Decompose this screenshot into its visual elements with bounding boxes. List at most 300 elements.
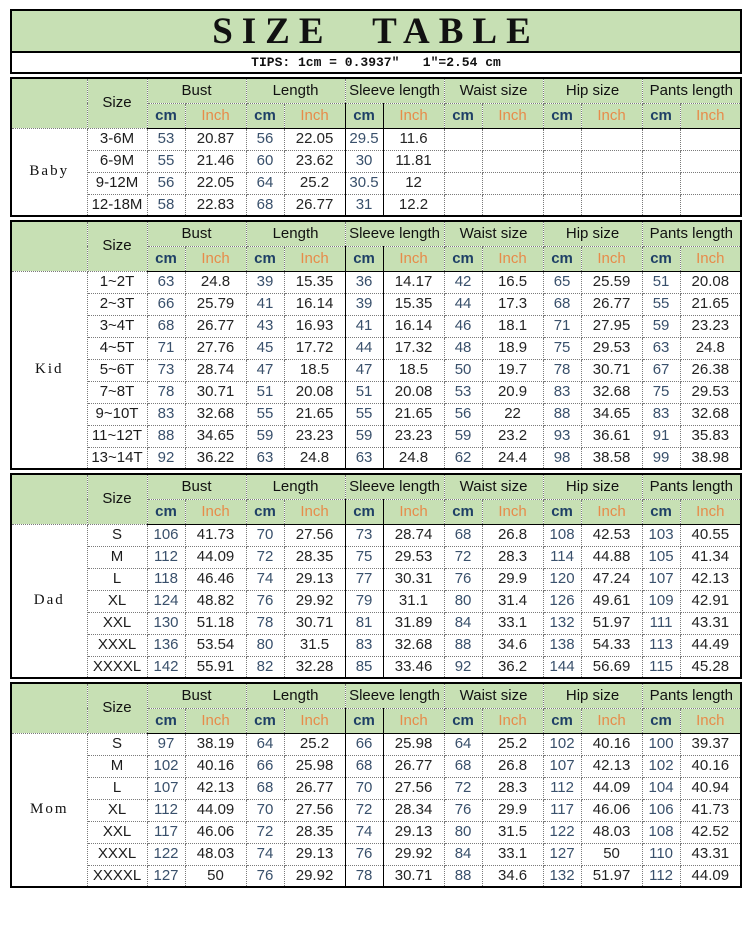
inch-value: 40.16: [185, 755, 246, 777]
cm-value: 43: [246, 315, 284, 337]
cm-value: 83: [543, 381, 581, 403]
cm-value: 115: [642, 656, 680, 678]
cm-value: 108: [543, 524, 581, 546]
inch-value: 29.92: [284, 590, 345, 612]
unit-inch-label: Inch: [680, 103, 741, 128]
cm-value: 91: [642, 425, 680, 447]
inch-value: [581, 128, 642, 150]
cm-value: 64: [444, 733, 482, 755]
cm-value: 75: [345, 546, 383, 568]
measure-column-header-length: Length: [246, 78, 345, 103]
inch-value: 16.14: [383, 315, 444, 337]
cm-value: 70: [246, 524, 284, 546]
inch-value: 31.5: [284, 634, 345, 656]
cm-value: 102: [147, 755, 185, 777]
cm-value: 82: [246, 656, 284, 678]
inch-value: 34.6: [482, 865, 543, 887]
table-row: [11, 425, 741, 447]
cm-value: 46: [444, 315, 482, 337]
cm-value: 117: [147, 821, 185, 843]
table-row: [11, 271, 741, 293]
cm-value: 66: [246, 755, 284, 777]
unit-inch-label: Inch: [680, 499, 741, 524]
inch-value: 21.65: [383, 403, 444, 425]
cm-value: 60: [246, 150, 284, 172]
inch-value: 32.68: [680, 403, 741, 425]
inch-value: 31.1: [383, 590, 444, 612]
cm-value: 76: [345, 843, 383, 865]
table-row: [11, 315, 741, 337]
inch-value: 36.2: [482, 656, 543, 678]
cm-value: 98: [543, 447, 581, 469]
corner-cell: [11, 221, 87, 271]
inch-value: 24.8: [383, 447, 444, 469]
unit-cm-label: cm: [642, 103, 680, 128]
cm-value: [444, 172, 482, 194]
cm-value: 76: [444, 568, 482, 590]
cm-value: 72: [444, 777, 482, 799]
inch-value: 42.13: [680, 568, 741, 590]
inch-value: 40.16: [581, 733, 642, 755]
inch-value: 42.52: [680, 821, 741, 843]
inch-value: 50: [581, 843, 642, 865]
size-row-label: 4~5T: [87, 337, 147, 359]
unit-inch-label: Inch: [185, 708, 246, 733]
inch-value: 34.6: [482, 634, 543, 656]
unit-cm-label: cm: [345, 246, 383, 271]
inch-value: 56.69: [581, 656, 642, 678]
inch-value: 26.77: [284, 194, 345, 216]
cm-value: 45: [246, 337, 284, 359]
cm-value: 59: [246, 425, 284, 447]
table-row: [11, 755, 741, 777]
inch-value: 25.98: [284, 755, 345, 777]
cm-value: 80: [444, 821, 482, 843]
inch-value: 48.82: [185, 590, 246, 612]
cm-value: 109: [642, 590, 680, 612]
inch-value: 21.65: [680, 293, 741, 315]
unit-inch-label: Inch: [185, 246, 246, 271]
inch-value: 40.16: [680, 755, 741, 777]
inch-value: 26.77: [185, 315, 246, 337]
cm-value: 136: [147, 634, 185, 656]
size-row-label: 11~12T: [87, 425, 147, 447]
table-row: [11, 865, 741, 887]
cm-value: 62: [444, 447, 482, 469]
inch-value: 44.09: [185, 799, 246, 821]
table-row: [11, 293, 741, 315]
inch-value: 38.19: [185, 733, 246, 755]
unit-inch-label: Inch: [581, 499, 642, 524]
inch-value: [482, 128, 543, 150]
cm-value: 130: [147, 612, 185, 634]
cm-value: 55: [147, 150, 185, 172]
inch-value: [482, 150, 543, 172]
cm-value: 39: [246, 271, 284, 293]
cm-value: 51: [246, 381, 284, 403]
table-row: [11, 843, 741, 865]
inch-value: 43.31: [680, 612, 741, 634]
inch-value: 31.4: [482, 590, 543, 612]
size-row-label: 3-6M: [87, 128, 147, 150]
inch-value: 24.4: [482, 447, 543, 469]
cm-value: 75: [642, 381, 680, 403]
cm-value: 63: [642, 337, 680, 359]
cm-value: 68: [444, 524, 482, 546]
measure-column-header-pants-length: Pants length: [642, 78, 741, 103]
cm-value: 74: [246, 568, 284, 590]
cm-value: 127: [543, 843, 581, 865]
table-row: [11, 359, 741, 381]
inch-value: [581, 172, 642, 194]
table-row: [11, 128, 741, 150]
cm-value: 55: [246, 403, 284, 425]
cm-value: 59: [345, 425, 383, 447]
unit-inch-label: Inch: [383, 499, 444, 524]
cm-value: 68: [543, 293, 581, 315]
unit-cm-label: cm: [642, 708, 680, 733]
inch-value: 24.8: [185, 271, 246, 293]
table-row: [11, 78, 741, 103]
cm-value: 64: [246, 733, 284, 755]
size-column-header: Size: [87, 221, 147, 271]
unit-cm-label: cm: [246, 103, 284, 128]
inch-value: 29.53: [581, 337, 642, 359]
cm-value: 74: [246, 843, 284, 865]
cm-value: [444, 128, 482, 150]
inch-value: 17.3: [482, 293, 543, 315]
size-row-label: 9~10T: [87, 403, 147, 425]
inch-value: 16.14: [284, 293, 345, 315]
cm-value: 92: [147, 447, 185, 469]
inch-value: 22.05: [185, 172, 246, 194]
size-row-label: 7~8T: [87, 381, 147, 403]
inch-value: 24.8: [680, 337, 741, 359]
cm-value: 88: [444, 865, 482, 887]
title-box: [10, 9, 742, 74]
cm-value: [543, 128, 581, 150]
inch-value: [482, 194, 543, 216]
inch-value: 30.71: [284, 612, 345, 634]
cm-value: 80: [444, 590, 482, 612]
cm-value: 99: [642, 447, 680, 469]
inch-value: 35.83: [680, 425, 741, 447]
inch-value: 23.62: [284, 150, 345, 172]
cm-value: 63: [246, 447, 284, 469]
inch-value: 18.5: [284, 359, 345, 381]
cm-value: 110: [642, 843, 680, 865]
cm-value: 76: [444, 799, 482, 821]
size-table-dad: [10, 473, 742, 679]
cm-value: 102: [543, 733, 581, 755]
inch-value: 22.05: [284, 128, 345, 150]
size-table-kid: [10, 220, 742, 470]
inch-value: 39.37: [680, 733, 741, 755]
cm-value: 39: [345, 293, 383, 315]
unit-cm-label: cm: [642, 499, 680, 524]
inch-value: 20.08: [680, 271, 741, 293]
cm-value: 48: [444, 337, 482, 359]
cm-value: 68: [345, 755, 383, 777]
measure-column-header-pants-length: Pants length: [642, 474, 741, 499]
cm-value: 127: [147, 865, 185, 887]
cm-value: 66: [147, 293, 185, 315]
inch-value: 46.46: [185, 568, 246, 590]
cm-value: 118: [147, 568, 185, 590]
cm-value: 80: [246, 634, 284, 656]
inch-value: 25.2: [284, 172, 345, 194]
cm-value: 138: [543, 634, 581, 656]
inch-value: 18.1: [482, 315, 543, 337]
inch-value: 29.13: [284, 568, 345, 590]
unit-cm-label: cm: [147, 708, 185, 733]
inch-value: 41.34: [680, 546, 741, 568]
size-row-label: 3~4T: [87, 315, 147, 337]
inch-value: 11.6: [383, 128, 444, 150]
cm-value: 56: [147, 172, 185, 194]
unit-cm-label: cm: [147, 499, 185, 524]
inch-value: 40.94: [680, 777, 741, 799]
page-title: SIZE TABLE: [12, 11, 740, 53]
size-table-baby: [10, 77, 742, 217]
inch-value: [680, 128, 741, 150]
inch-value: 24.8: [284, 447, 345, 469]
inch-value: 16.5: [482, 271, 543, 293]
inch-value: 46.06: [581, 799, 642, 821]
cm-value: 142: [147, 656, 185, 678]
unit-inch-label: Inch: [383, 708, 444, 733]
cm-value: 63: [345, 447, 383, 469]
cm-value: 112: [147, 799, 185, 821]
measure-column-header-pants-length: Pants length: [642, 683, 741, 708]
cm-value: [642, 128, 680, 150]
measure-column-header-waist-size: Waist size: [444, 221, 543, 246]
cm-value: 72: [246, 546, 284, 568]
corner-cell: [11, 78, 87, 128]
cm-value: 47: [246, 359, 284, 381]
inch-value: 47.24: [581, 568, 642, 590]
inch-value: 27.76: [185, 337, 246, 359]
inch-value: 29.9: [482, 568, 543, 590]
unit-inch-label: Inch: [581, 246, 642, 271]
inch-value: 34.65: [185, 425, 246, 447]
unit-inch-label: Inch: [680, 246, 741, 271]
measure-column-header-hip-size: Hip size: [543, 78, 642, 103]
size-row-label: 2~3T: [87, 293, 147, 315]
size-row-label: XL: [87, 590, 147, 612]
cm-value: 100: [642, 733, 680, 755]
inch-value: 42.53: [581, 524, 642, 546]
size-table-mom: [10, 682, 742, 888]
cm-value: 41: [345, 315, 383, 337]
inch-value: 26.77: [383, 755, 444, 777]
inch-value: 53.54: [185, 634, 246, 656]
cm-value: 72: [444, 546, 482, 568]
unit-cm-label: cm: [246, 708, 284, 733]
cm-value: 56: [246, 128, 284, 150]
cm-value: 81: [345, 612, 383, 634]
inch-value: 11.81: [383, 150, 444, 172]
cm-value: [642, 194, 680, 216]
measure-column-header-waist-size: Waist size: [444, 78, 543, 103]
unit-cm-label: cm: [543, 103, 581, 128]
cm-value: 106: [642, 799, 680, 821]
cm-value: 132: [543, 865, 581, 887]
inch-value: 32.68: [383, 634, 444, 656]
cm-value: 53: [147, 128, 185, 150]
size-row-label: L: [87, 777, 147, 799]
measure-column-header-hip-size: Hip size: [543, 221, 642, 246]
table-row: [11, 524, 741, 546]
cm-value: 97: [147, 733, 185, 755]
inch-value: 25.59: [581, 271, 642, 293]
size-row-label: XXXL: [87, 843, 147, 865]
unit-cm-label: cm: [642, 246, 680, 271]
inch-value: 49.61: [581, 590, 642, 612]
cm-value: 114: [543, 546, 581, 568]
unit-cm-label: cm: [246, 499, 284, 524]
cm-value: 68: [246, 777, 284, 799]
cm-value: 88: [147, 425, 185, 447]
inch-value: 28.3: [482, 546, 543, 568]
table-row: [11, 150, 741, 172]
unit-inch-label: Inch: [383, 246, 444, 271]
cm-value: 106: [147, 524, 185, 546]
cm-value: 58: [147, 194, 185, 216]
unit-cm-label: cm: [345, 103, 383, 128]
cm-value: [642, 150, 680, 172]
cm-value: 41: [246, 293, 284, 315]
measure-column-header-waist-size: Waist size: [444, 474, 543, 499]
inch-value: 17.32: [383, 337, 444, 359]
cm-value: 36: [345, 271, 383, 293]
measure-column-header-sleeve-length: Sleeve length: [345, 221, 444, 246]
inch-value: 43.31: [680, 843, 741, 865]
unit-inch-label: Inch: [284, 246, 345, 271]
cm-value: 102: [642, 755, 680, 777]
inch-value: 33.1: [482, 843, 543, 865]
size-column-header: Size: [87, 683, 147, 733]
size-row-label: XXL: [87, 821, 147, 843]
unit-cm-label: cm: [543, 246, 581, 271]
cm-value: 122: [543, 821, 581, 843]
cm-value: [642, 172, 680, 194]
inch-value: [680, 150, 741, 172]
table-row: [11, 733, 741, 755]
cm-value: 68: [246, 194, 284, 216]
unit-inch-label: Inch: [680, 708, 741, 733]
inch-value: 55.91: [185, 656, 246, 678]
cm-value: 77: [345, 568, 383, 590]
table-row: [11, 777, 741, 799]
unit-cm-label: cm: [444, 246, 482, 271]
inch-value: 44.09: [581, 777, 642, 799]
cm-value: 84: [444, 843, 482, 865]
inch-value: 38.98: [680, 447, 741, 469]
inch-value: 12: [383, 172, 444, 194]
cm-value: 65: [543, 271, 581, 293]
unit-cm-label: cm: [543, 708, 581, 733]
unit-cm-label: cm: [345, 499, 383, 524]
table-row: [11, 799, 741, 821]
cm-value: 104: [642, 777, 680, 799]
inch-value: 26.38: [680, 359, 741, 381]
inch-value: 41.73: [185, 524, 246, 546]
cm-value: 44: [345, 337, 383, 359]
cm-value: 71: [147, 337, 185, 359]
inch-value: 26.8: [482, 755, 543, 777]
inch-value: 45.28: [680, 656, 741, 678]
inch-value: 48.03: [581, 821, 642, 843]
cm-value: 79: [345, 590, 383, 612]
inch-value: 28.74: [383, 524, 444, 546]
cm-value: 112: [147, 546, 185, 568]
inch-value: 42.91: [680, 590, 741, 612]
inch-value: 29.13: [383, 821, 444, 843]
inch-value: 28.34: [383, 799, 444, 821]
cm-value: 126: [543, 590, 581, 612]
size-row-label: M: [87, 755, 147, 777]
cm-value: 63: [147, 271, 185, 293]
cm-value: 71: [543, 315, 581, 337]
sections-container: [10, 77, 742, 888]
inch-value: 28.35: [284, 821, 345, 843]
inch-value: 27.95: [581, 315, 642, 337]
size-table-sheet: [10, 9, 742, 888]
cm-value: 68: [444, 755, 482, 777]
inch-value: 18.9: [482, 337, 543, 359]
cm-value: 144: [543, 656, 581, 678]
inch-value: 31.5: [482, 821, 543, 843]
cm-value: 78: [345, 865, 383, 887]
cm-value: 112: [543, 777, 581, 799]
table-row: [11, 634, 741, 656]
cm-value: 83: [147, 403, 185, 425]
inch-value: 44.09: [185, 546, 246, 568]
cm-value: 70: [345, 777, 383, 799]
cm-value: [543, 150, 581, 172]
cm-value: 105: [642, 546, 680, 568]
measure-column-header-pants-length: Pants length: [642, 221, 741, 246]
corner-cell: [11, 683, 87, 733]
cm-value: 83: [345, 634, 383, 656]
inch-value: 28.3: [482, 777, 543, 799]
inch-value: 36.61: [581, 425, 642, 447]
cm-value: 59: [642, 315, 680, 337]
cm-value: 76: [246, 865, 284, 887]
inch-value: [581, 194, 642, 216]
cm-value: 73: [345, 524, 383, 546]
size-row-label: 9-12M: [87, 172, 147, 194]
unit-inch-label: Inch: [482, 246, 543, 271]
table-row: [11, 590, 741, 612]
cm-value: 59: [444, 425, 482, 447]
unit-cm-label: cm: [444, 499, 482, 524]
inch-value: [680, 194, 741, 216]
size-row-label: XXL: [87, 612, 147, 634]
unit-cm-label: cm: [444, 103, 482, 128]
cm-value: 66: [345, 733, 383, 755]
cm-value: 112: [642, 865, 680, 887]
cm-value: 51: [642, 271, 680, 293]
cm-value: 88: [543, 403, 581, 425]
inch-value: 21.65: [284, 403, 345, 425]
measure-column-header-length: Length: [246, 474, 345, 499]
inch-value: 46.06: [185, 821, 246, 843]
cm-value: 53: [444, 381, 482, 403]
cm-value: [444, 194, 482, 216]
cm-value: 85: [345, 656, 383, 678]
